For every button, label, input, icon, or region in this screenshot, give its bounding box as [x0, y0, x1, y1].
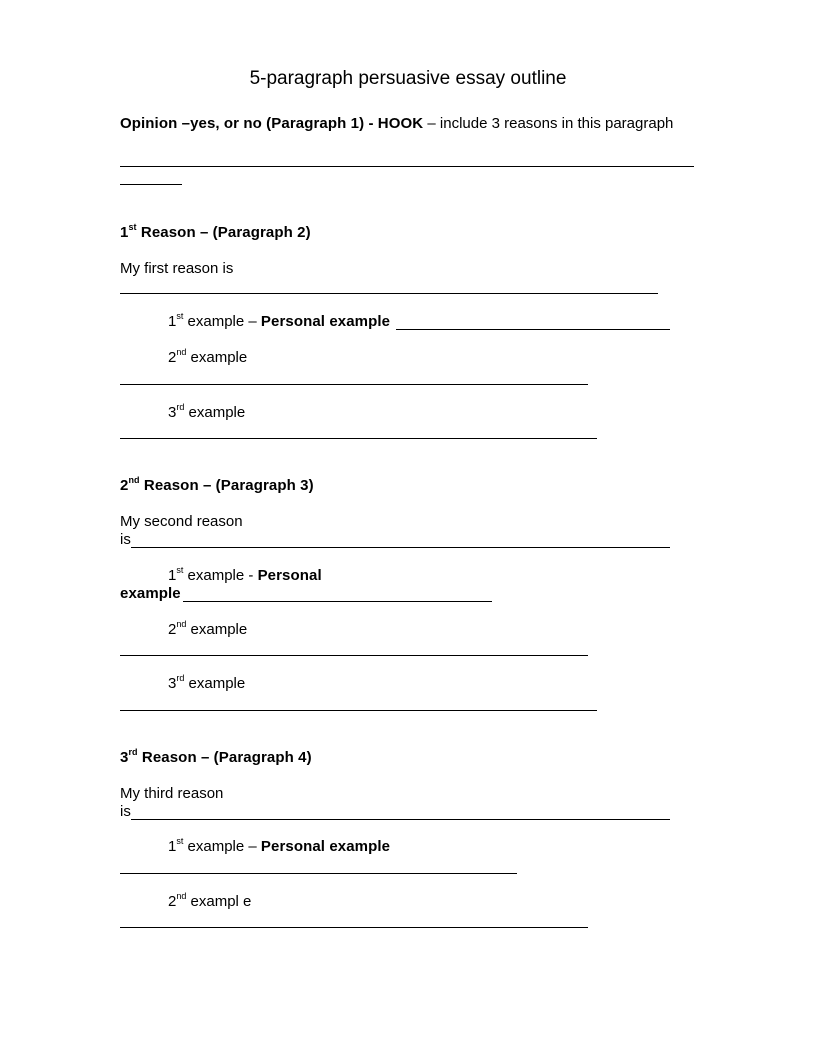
reason2-example1-label: 1st example - Personal	[168, 565, 322, 584]
document-title: 5-paragraph persuasive essay outline	[249, 68, 567, 89]
opinion-answer-line-2[interactable]	[120, 184, 182, 185]
reason2-prompt: My second reason	[120, 513, 243, 530]
reason1-answer-line[interactable]	[120, 293, 658, 294]
reason2-example3-line[interactable]	[120, 710, 597, 711]
reason1-example3-line[interactable]	[120, 438, 597, 439]
opinion-answer-line-1[interactable]	[120, 166, 694, 167]
reason1-example2-label: 2nd example	[168, 347, 248, 366]
reason1-prompt: My first reason is	[120, 260, 234, 277]
reason3-prompt-cont: is	[120, 803, 131, 820]
opinion-prompt	[120, 115, 673, 133]
opinion-instruction: – include 3 reasons in this paragraph	[423, 115, 674, 132]
reason1-heading: 1st Reason – (Paragraph 2)	[120, 222, 311, 241]
reason1-example1-label: 1st example – Personal example	[168, 311, 391, 330]
reason2-answer-line[interactable]	[131, 547, 670, 548]
reason2-example2-label: 2nd example	[168, 619, 248, 638]
reason1-example1-line[interactable]	[396, 329, 670, 330]
reason2-prompt-cont: is	[120, 531, 131, 548]
reason3-answer-line[interactable]	[131, 819, 670, 820]
reason3-example2-line[interactable]	[120, 927, 588, 928]
reason3-example1-label: 1st example – Personal example	[168, 836, 391, 855]
reason3-heading: 3rd Reason – (Paragraph 4)	[120, 747, 312, 766]
opinion-label: Opinion –yes, or no (Paragraph 1) - HOOK	[120, 115, 424, 132]
reason3-example1-line[interactable]	[120, 873, 517, 874]
reason2-example1-line[interactable]	[183, 601, 492, 602]
reason2-example1-cont: example	[120, 585, 181, 602]
reason1-example3-label: 3rd example	[168, 402, 246, 421]
reason3-example2-label: 2nd exampl e	[168, 891, 252, 910]
reason2-heading: 2nd Reason – (Paragraph 3)	[120, 475, 314, 494]
reason1-example2-line[interactable]	[120, 384, 588, 385]
reason3-prompt: My third reason	[120, 785, 224, 802]
reason2-example2-line[interactable]	[120, 655, 588, 656]
reason2-example3-label: 3rd example	[168, 673, 246, 692]
